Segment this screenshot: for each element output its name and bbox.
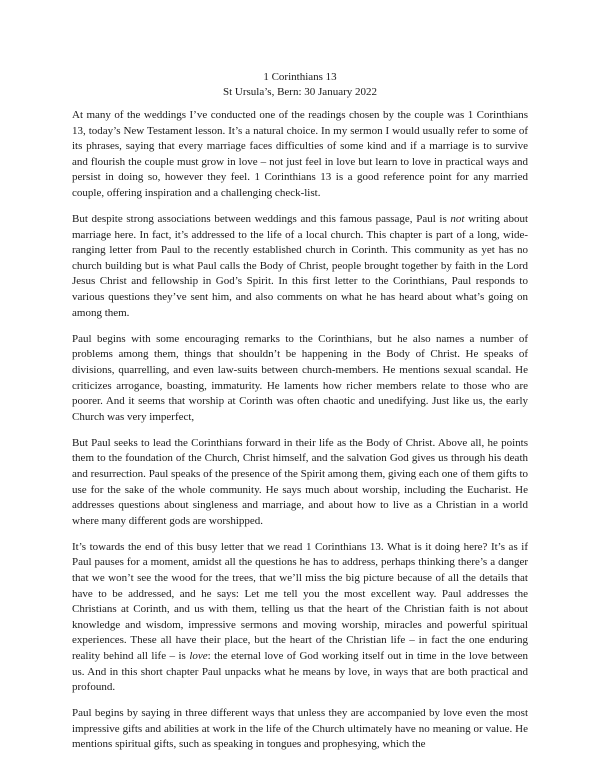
paragraph: But Paul seeks to lead the Corinthians forward in their life as the Body of Christ. Above all, he points them to the foundation of the Church, Christ himself, and the salvation God gives us through his death and resurrection. Paul speaks of the presence of the Spirit among them, giving each one of them gifts to use for the sake of the whole community. He says much about worship, including the Eucharist. He addresses questions about singleness and marriage, and about how to live as a Christian in a world where many different gods are worshipped. — [72, 436, 528, 527]
title-block — [72, 70, 528, 100]
emphasis: not — [450, 213, 465, 226]
paragraph: Paul begins with some encouraging remarks to the Corinthians, but he also names a number of problems among them, things that shouldn’t be happening in the Body of Christ. He speaks of divisions, quarrelling, and even law-suits between church-members. He mentions sexual scandal. He criticizes arrogance, boasting, immaturity. He laments how richer members relate to those who are poorer. And it seems that worship at Corinth was often chaotic and unedifying. Just like us, the early Church was very imperfect, — [72, 332, 528, 423]
paragraph: But despite strong associations between weddings and this famous passage, Paul is not writing about marriage here. In fact, it’s addressed to the life of a local church. This chapter is part of a long, wide-ranging letter from Paul to the recently established church in Corinth. This community as yet has no church building but is what Paul calls the Body of Christ, people brought together by faith in the Lord Jesus Christ and fellowship in God’s Spirit. In this first letter to the Corinthians, Paul responds to various questions they’ve sent him, and also comments on what he has heard about what’s going on among them. — [72, 213, 528, 319]
document-subtitle: St Ursula’s, Bern: 30 January 2022 — [223, 86, 377, 98]
paragraph: At many of the weddings I’ve conducted one of the readings chosen by the couple was 1 Corinthians 13, today’s New Testament lesson. It’s a natural choice. In my sermon I would usually refer to some of its phrases, saying that every marriage faces difficulties of some kind and if a marriage is to survive and flourish the couple must grow in love – not just feel in love but learn to love in practical ways and persist in doing so, however they feel. 1 Corinthians 13 is a good reference point for any married couple, offering inspiration and a challenging check-list. — [72, 109, 528, 199]
paragraph: It’s towards the end of this busy letter that we read 1 Corinthians 13. What is it doing here? It’s as if Paul pauses for a moment, amidst all the questions he has to address, perhaps thinking there’s a danger that we won’t see the wood for the trees, that we’ll miss the big picture because of all the details that have to be addressed, and he says: Let me tell you the most excellent way. Paul addresses the Christians at Corinth, and us with them, telling us that the heart of the Christian faith is not about knowledge and wisdom, impressive sermons and moving worship, miracles and powerful spiritual experiences. These all have their place, but the heart of the Christian life – in fact the one enduring reality behind all life – is love: the eternal love of God working itself out in time in the love between us. And in this short chapter Paul unpacks what he means by love, in ways that are both practical and profound. — [72, 540, 528, 694]
paragraph: Paul begins by saying in three different ways that unless they are accompanied by love even the most impressive gifts and abilities at work in the life of the Church ultimately have no meaning or value. He mentions spiritual gifts, such as speaking in tongues and prophesying, which the — [72, 707, 528, 751]
document-title: 1 Corinthians 13 — [263, 71, 337, 83]
emphasis: love — [189, 650, 208, 662]
